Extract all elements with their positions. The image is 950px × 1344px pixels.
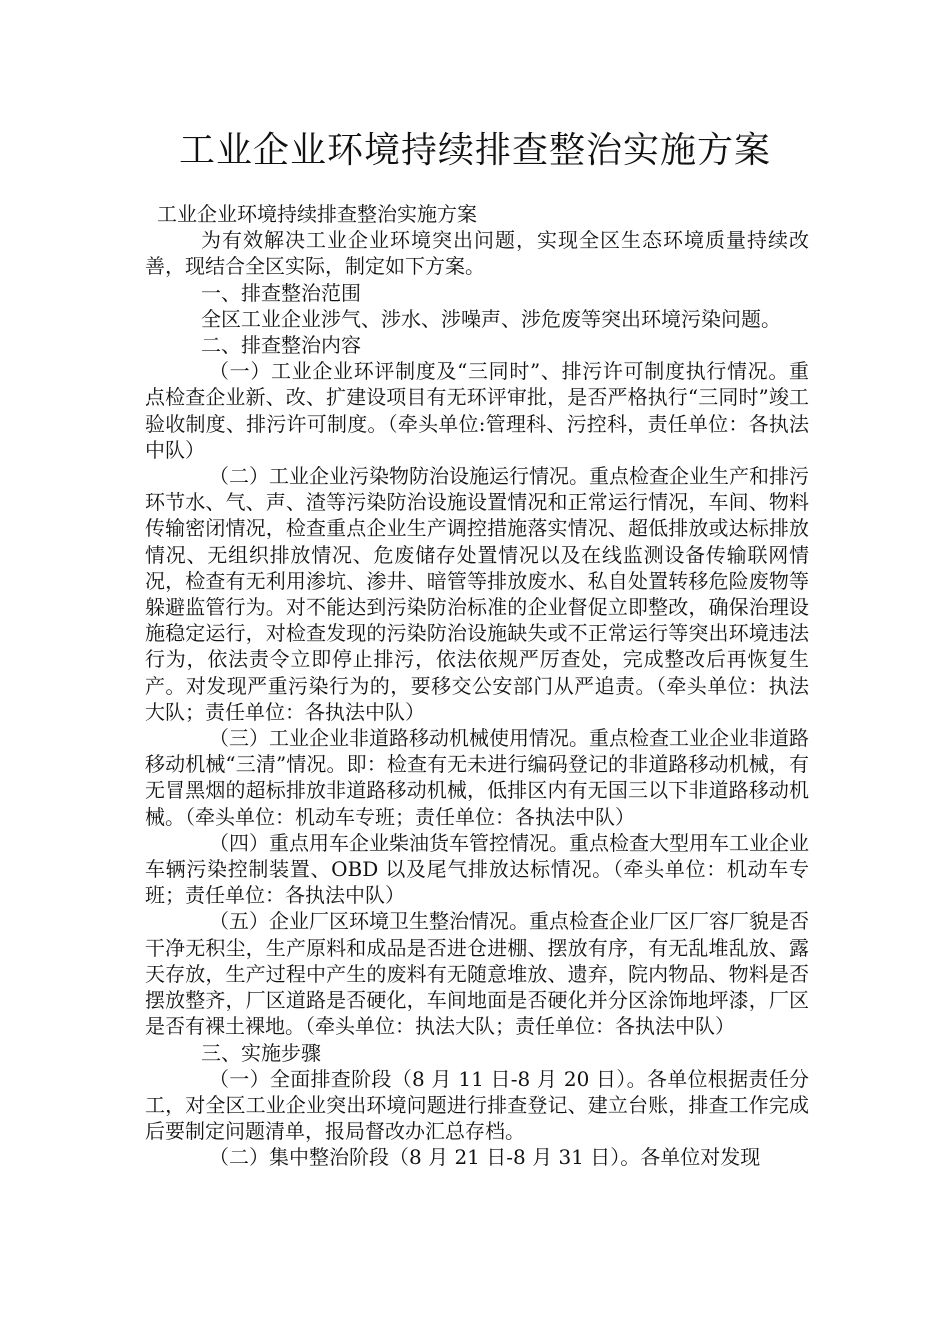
step-item-1: （一）全面排查阶段（8 月 11 日-8 月 20 日）。各单位根据责任分工，对全区工业企业突出环境问题进行排查登记、建立台账，排查工作完成后要制定问题清单，报局督改办汇总存档。 bbox=[145, 1066, 809, 1144]
content-item-1: （一）工业企业环评制度及“三同时”、排污许可制度执行情况。重点检查企业新、改、扩建设项目有无环评审批，是否严格执行“三同时”竣工验收制度、排污许可制度。（牵头单位:管理科、污控科，责任单位：各执法中队） bbox=[145, 359, 809, 462]
intro-paragraph: 为有效解决工业企业环境突出问题，实现全区生态环境质量持续改善，现结合全区实际，制定如下方案。 bbox=[145, 228, 809, 279]
content-item-4: （四）重点用车企业柴油货车管控情况。重点检查大型用车工业企业车辆污染控制装置、OBD 以及尾气排放达标情况。（牵头单位：机动车专班；责任单位：各执法中队） bbox=[145, 830, 809, 908]
content-item-3: （三）工业企业非道路移动机械使用情况。重点检查工业企业非道路移动机械“三清”情况。即：检查有无未进行编码登记的非道路移动机械，有无冒黑烟的超标排放非道路移动机械，低排区内有无国三以下非道路移动机械。（牵头单位：机动车专班；责任单位：各执法中队） bbox=[145, 726, 809, 829]
step-item-2: （二）集中整治阶段（8 月 21 日-8 月 31 日）。各单位对发现 bbox=[209, 1145, 761, 1170]
section-heading-content: 二、排查整治内容 bbox=[201, 333, 361, 358]
document-body bbox=[145, 201, 809, 1171]
section-heading-scope: 一、排查整治范围 bbox=[201, 280, 361, 305]
document-subtitle: 工业企业环境持续排查整治实施方案 bbox=[157, 202, 477, 226]
content-item-5: （五）企业厂区环境卫生整治情况。重点检查企业厂区厂容厂貌是否干净无积尘，生产原料和成品是否进仓进棚、摆放有序，有无乱堆乱放、露天存放，生产过程中产生的废料有无随意堆放、遗弃，院内物品、物料是否摆放整齐，厂区道路是否硬化，车间地面是否硬化并分区涂饰地坪漆，厂区是否有裸土裸地。（牵头单位：执法大队；责任单位：各执法中队） bbox=[145, 909, 809, 1039]
content-item-2: （二）工业企业污染物防治设施运行情况。重点检查企业生产和排污环节水、气、声、渣等污染防治设施设置情况和正常运行情况，车间、物料传输密闭情况，检查重点企业生产调控措施落实情况、超低排放或达标排放情况、无组织排放情况、危废储存处置情况以及在线监测设备传输联网情况，检查有无利用渗坑、渗井、暗管等排放废水、私自处置转移危险废物等躲避监管行为。对不能达到污染防治标准的企业督促立即整改，确保治理设施稳定运行，对检查发现的污染防治设施缺失或不正常运行等突出环境违法行为，依法责令立即停止排污，依法依规严厉查处，完成整改后再恢复生产。对发现严重污染行为的，要移交公安部门从严追责。（牵头单位：执法大队；责任单位：各执法中队） bbox=[145, 464, 809, 724]
document-title: 工业企业环境持续排查整治实施方案 bbox=[178, 130, 771, 171]
scope-paragraph: 全区工业企业涉气、涉水、涉噪声、涉危废等突出环境污染问题。 bbox=[201, 306, 781, 331]
section-heading-steps: 三、实施步骤 bbox=[201, 1040, 321, 1065]
